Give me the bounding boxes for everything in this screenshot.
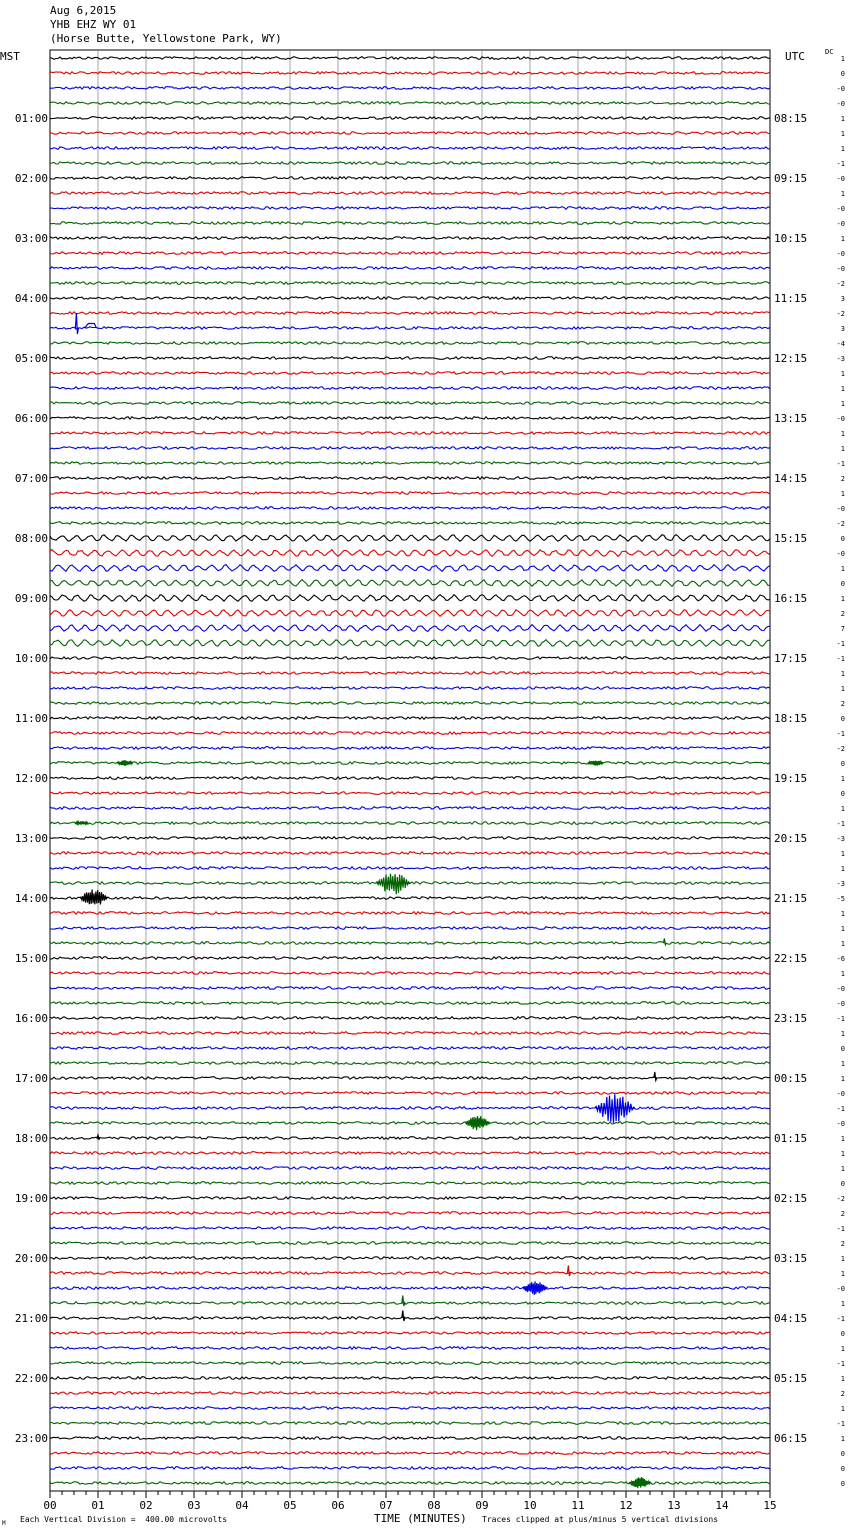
corner-mark: M <box>2 1520 6 1527</box>
dc-offset-value: -0 <box>836 205 845 213</box>
utc-hour-label: 02:15 <box>774 1192 808 1205</box>
mst-hour-label: 11:00 <box>14 712 48 725</box>
dc-offset-value: 1 <box>840 445 845 453</box>
trace-row <box>50 1392 770 1395</box>
trace-row <box>50 1182 770 1185</box>
dc-offset-value: 2 <box>840 475 845 483</box>
mst-hour-label: 05:00 <box>14 352 48 365</box>
dc-offset-value: 1 <box>840 1435 845 1443</box>
utc-hour-label: 20:15 <box>774 832 808 845</box>
dc-offset-value: 1 <box>840 1135 845 1143</box>
utc-hour-label: 03:15 <box>774 1252 808 1265</box>
trace-row <box>50 1467 770 1470</box>
trace-row <box>50 192 770 195</box>
dc-offset-value: -2 <box>836 280 845 288</box>
seismic-event <box>629 1477 651 1488</box>
trace-row <box>50 717 770 720</box>
dc-offset-value: -1 <box>836 1015 845 1023</box>
dc-offset-value: 1 <box>840 1060 845 1068</box>
plot-date: Aug 6,2015 <box>50 4 117 17</box>
trace-row <box>50 1362 770 1365</box>
trace-row <box>50 987 770 990</box>
utc-hour-label: 08:15 <box>774 112 808 125</box>
trace-row <box>50 1317 770 1320</box>
trace-row <box>50 822 770 825</box>
trace-row <box>50 912 770 915</box>
dc-offset-value: 1 <box>840 130 845 138</box>
scale-note: Each Vertical Division = 400.00 microvolts <box>20 1515 228 1524</box>
dc-offset-value: 0 <box>840 70 845 78</box>
dc-offset-value: 1 <box>840 1075 845 1083</box>
mst-hour-label: 08:00 <box>14 532 48 545</box>
dc-offset-value: -6 <box>836 955 845 963</box>
dc-offset-value: -0 <box>836 1285 845 1293</box>
trace-row <box>50 1152 770 1155</box>
dc-offset-value: -0 <box>836 415 845 423</box>
mst-hour-label: 04:00 <box>14 292 48 305</box>
dc-offset-value: 1 <box>840 1405 845 1413</box>
trace-row <box>50 972 770 975</box>
trace-row <box>50 1077 770 1080</box>
utc-hour-label: 10:15 <box>774 232 808 245</box>
utc-hour-label: 12:15 <box>774 352 808 365</box>
left-timezone-label: MST <box>0 50 20 63</box>
mst-hour-label: 06:00 <box>14 412 48 425</box>
mst-hour-label: 09:00 <box>14 592 48 605</box>
trace-row <box>50 1482 770 1485</box>
seismic-event <box>588 761 604 766</box>
trace-row <box>50 102 770 105</box>
trace-row <box>50 72 770 75</box>
dc-offset-value: -1 <box>836 1420 845 1428</box>
x-tick-label: 08 <box>427 1499 441 1512</box>
x-tick-label: 14 <box>715 1499 729 1512</box>
trace-row <box>50 1377 770 1380</box>
clip-note: Traces clipped at plus/minus 5 vertical divisions <box>482 1515 719 1524</box>
trace-row <box>50 492 770 495</box>
trace-row <box>50 57 770 60</box>
mst-hour-label: 03:00 <box>14 232 48 245</box>
trace-row <box>50 267 770 270</box>
dc-offset-value: -0 <box>836 220 845 228</box>
dc-offset-value: -5 <box>836 895 845 903</box>
dc-offset-value: 1 <box>840 1345 845 1353</box>
dc-offset-value: -2 <box>836 310 845 318</box>
utc-hour-label: 21:15 <box>774 892 808 905</box>
trace-row <box>50 447 770 450</box>
trace-row <box>50 222 770 225</box>
trace-row <box>50 1422 770 1425</box>
dc-offset-value: 1 <box>840 430 845 438</box>
dc-offset-value: -0 <box>836 1000 845 1008</box>
mst-hour-label: 14:00 <box>14 892 48 905</box>
utc-hour-label: 04:15 <box>774 1312 808 1325</box>
dc-offset-value: 2 <box>840 700 845 708</box>
mst-hour-label: 20:00 <box>14 1252 48 1265</box>
trace-row <box>50 595 770 602</box>
dc-offset-value: 0 <box>840 790 845 798</box>
trace-row <box>50 132 770 135</box>
trace-row <box>50 550 770 557</box>
trace-row <box>50 1017 770 1020</box>
trace-row <box>50 640 770 647</box>
trace-row <box>50 1062 770 1065</box>
seismic-event <box>523 1281 548 1295</box>
dc-offset-value: 0 <box>840 1045 845 1053</box>
station-location: (Horse Butte, Yellowstone Park, WY) <box>50 32 282 45</box>
dc-offset-value: -0 <box>836 85 845 93</box>
dc-offset-value: 1 <box>840 775 845 783</box>
trace-row <box>50 507 770 510</box>
dc-offset-value: 1 <box>840 910 845 918</box>
trace-row <box>50 807 770 810</box>
trace-row <box>50 1332 770 1335</box>
trace-row <box>50 1002 770 1005</box>
utc-hour-label: 23:15 <box>774 1012 808 1025</box>
dc-offset-value: -0 <box>836 250 845 258</box>
trace-layer <box>50 57 770 1485</box>
dc-offset-value: 1 <box>840 115 845 123</box>
station-id: YHB EHZ WY 01 <box>50 18 137 31</box>
trace-row <box>50 1032 770 1035</box>
dc-offset-value: 1 <box>840 235 845 243</box>
utc-hour-label: 15:15 <box>774 532 808 545</box>
dc-offset-value: 1 <box>840 490 845 498</box>
x-tick-label: 07 <box>379 1499 393 1512</box>
trace-row <box>50 147 770 150</box>
trace-row <box>50 252 770 255</box>
dc-offset-value: 0 <box>840 1465 845 1473</box>
dc-offset-value: -0 <box>836 175 845 183</box>
dc-offset-value: 1 <box>840 55 845 63</box>
dc-offset-value: -0 <box>836 550 845 558</box>
trace-row <box>50 1242 770 1245</box>
dc-offset-value: -1 <box>836 655 845 663</box>
trace-row <box>50 1197 770 1200</box>
dc-offset-value: 1 <box>840 1165 845 1173</box>
utc-hour-label: 11:15 <box>774 292 808 305</box>
trace-row <box>50 117 770 120</box>
trace-row <box>50 372 770 375</box>
utc-hour-label: 06:15 <box>774 1432 808 1445</box>
utc-hour-label: 19:15 <box>774 772 808 785</box>
dc-offset-value: -1 <box>836 730 845 738</box>
x-tick-label: 09 <box>475 1499 489 1512</box>
trace-row <box>50 1212 770 1215</box>
seismic-event <box>117 760 133 766</box>
trace-row <box>50 657 770 660</box>
dc-offset-value: 2 <box>840 1390 845 1398</box>
trace-row <box>50 327 770 330</box>
x-tick-label: 13 <box>667 1499 681 1512</box>
mst-hour-label: 17:00 <box>14 1072 48 1085</box>
trace-row <box>50 342 770 345</box>
trace-row <box>50 237 770 240</box>
utc-hour-label: 09:15 <box>774 172 808 185</box>
trace-row <box>50 417 770 420</box>
dc-offset-value: 1 <box>840 370 845 378</box>
dc-offset-value: -0 <box>836 1120 845 1128</box>
x-tick-label: 15 <box>763 1499 777 1512</box>
trace-row <box>50 882 770 885</box>
mst-hour-label: 12:00 <box>14 772 48 785</box>
trace-row <box>50 732 770 735</box>
dc-offset-value: -1 <box>836 640 845 648</box>
trace-row <box>50 1167 770 1170</box>
event-layer <box>75 313 667 1488</box>
dc-offset-value: 2 <box>840 1240 845 1248</box>
seismic-event <box>654 1072 657 1080</box>
trace-row <box>50 87 770 90</box>
dc-offset-value: 1 <box>840 685 845 693</box>
mst-hour-label: 01:00 <box>14 112 48 125</box>
dc-offset-value: 1 <box>840 925 845 933</box>
trace-row <box>50 747 770 750</box>
trace-row <box>50 762 770 765</box>
x-tick-label: 10 <box>523 1499 537 1512</box>
trace-row <box>50 477 770 480</box>
dc-offset-value: 0 <box>840 580 845 588</box>
utc-hour-label: 16:15 <box>774 592 808 605</box>
mst-hour-label: 18:00 <box>14 1132 48 1145</box>
dc-offset-value: 2 <box>840 610 845 618</box>
dc-offset-value: -3 <box>836 880 845 888</box>
seismic-event <box>80 890 108 905</box>
trace-row <box>50 357 770 360</box>
dc-offset-value: 1 <box>840 400 845 408</box>
trace-row <box>50 312 770 315</box>
trace-row <box>50 1047 770 1050</box>
trace-row <box>50 1107 770 1110</box>
trace-row <box>50 402 770 405</box>
dc-offset-value: 1 <box>840 1255 845 1263</box>
x-tick-label: 06 <box>331 1499 345 1512</box>
trace-row <box>50 535 770 542</box>
dc-offset-value: 1 <box>840 1300 845 1308</box>
trace-row <box>50 580 770 587</box>
trace-row <box>50 897 770 900</box>
mst-hour-label: 22:00 <box>14 1372 48 1385</box>
dc-offset-value: -2 <box>836 1195 845 1203</box>
utc-hour-label: 05:15 <box>774 1372 808 1385</box>
dc-offset-value: 1 <box>840 1150 845 1158</box>
trace-row <box>50 162 770 165</box>
utc-hour-label: 18:15 <box>774 712 808 725</box>
trace-row <box>50 792 770 795</box>
dc-offset-value: 0 <box>840 760 845 768</box>
seismic-event <box>663 939 666 945</box>
mst-hour-label: 10:00 <box>14 652 48 665</box>
seismic-event <box>402 1311 405 1322</box>
trace-row <box>50 942 770 945</box>
dc-offset-value: -1 <box>836 1360 845 1368</box>
dc-offset-value: 0 <box>840 535 845 543</box>
dc-offset-value: 1 <box>840 940 845 948</box>
utc-hour-label: 14:15 <box>774 472 808 485</box>
x-tick-label: 05 <box>283 1499 297 1512</box>
dc-offset-value: -2 <box>836 745 845 753</box>
trace-row <box>50 687 770 690</box>
trace-row <box>50 282 770 285</box>
trace-row <box>50 1437 770 1440</box>
dc-offset-value: -0 <box>836 265 845 273</box>
dc-offset-value: 0 <box>840 1180 845 1188</box>
trace-row <box>50 1452 770 1455</box>
trace-row <box>50 837 770 840</box>
trace-row <box>50 1092 770 1095</box>
trace-row <box>50 927 770 930</box>
dc-offset-value: -0 <box>836 505 845 513</box>
dc-offset-value: 1 <box>840 865 845 873</box>
trace-row <box>50 610 770 617</box>
dc-offset-value: -1 <box>836 1315 845 1323</box>
dc-offset-value: -3 <box>836 355 845 363</box>
trace-row <box>50 852 770 855</box>
dc-offset-value: 7 <box>840 625 845 633</box>
dc-offset-value: 1 <box>840 1030 845 1038</box>
trace-row <box>50 207 770 210</box>
dc-offset-value: 0 <box>840 1450 845 1458</box>
mst-hour-label: 21:00 <box>14 1312 48 1325</box>
trace-row <box>50 387 770 390</box>
dc-offset-value: -1 <box>836 1225 845 1233</box>
dc-offset-value: -4 <box>836 340 845 348</box>
dc-offset-value: -0 <box>836 100 845 108</box>
dc-offset-value: 1 <box>840 970 845 978</box>
seismic-event <box>376 874 410 895</box>
trace-row <box>50 777 770 780</box>
x-tick-label: 12 <box>619 1499 633 1512</box>
mst-hour-label: 15:00 <box>14 952 48 965</box>
x-tick-label: 00 <box>43 1499 57 1512</box>
mst-hour-label: 07:00 <box>14 472 48 485</box>
utc-hour-label: 17:15 <box>774 652 808 665</box>
trace-row <box>50 432 770 435</box>
dc-offset-value: 3 <box>840 325 845 333</box>
x-tick-label: 01 <box>91 1499 105 1512</box>
seismic-event <box>465 1116 490 1130</box>
dc-offset-value: 0 <box>840 1480 845 1488</box>
trace-row <box>50 1272 770 1275</box>
dc-offset-value: 0 <box>840 1330 845 1338</box>
dc-offset-value: 1 <box>840 850 845 858</box>
trace-row <box>50 1302 770 1305</box>
dc-offset-value: -0 <box>836 985 845 993</box>
x-tick-label: 03 <box>187 1499 201 1512</box>
trace-row <box>50 702 770 705</box>
dc-offset-value: 1 <box>840 190 845 198</box>
dc-offset-value: 1 <box>840 565 845 573</box>
trace-row <box>50 297 770 300</box>
trace-row <box>50 957 770 960</box>
dc-offset-value: 2 <box>840 1210 845 1218</box>
dc-offset-value: 1 <box>840 1270 845 1278</box>
trace-row <box>50 1257 770 1260</box>
dc-offset-value: 1 <box>840 805 845 813</box>
mst-hour-label: 02:00 <box>14 172 48 185</box>
seismic-event <box>75 821 89 824</box>
dc-offset-value: -1 <box>836 160 845 168</box>
dc-offset-value: 0 <box>840 715 845 723</box>
trace-row <box>50 565 770 572</box>
utc-hour-label: 00:15 <box>774 1072 808 1085</box>
trace-row <box>50 1407 770 1410</box>
dc-offset-value: 1 <box>840 1375 845 1383</box>
mst-hour-label: 16:00 <box>14 1012 48 1025</box>
trace-row <box>50 1347 770 1350</box>
seismic-event <box>402 1296 405 1307</box>
trace-row <box>50 462 770 465</box>
right-timezone-label: UTC <box>785 50 805 63</box>
dc-offset-value: -0 <box>836 1090 845 1098</box>
seismic-event <box>75 313 78 334</box>
trace-row <box>50 1137 770 1140</box>
trace-row <box>50 625 770 632</box>
dc-offset-value: 1 <box>840 595 845 603</box>
x-tick-label: 11 <box>571 1499 585 1512</box>
x-tick-label: 04 <box>235 1499 249 1512</box>
trace-row <box>50 1227 770 1230</box>
dc-offset-value: -2 <box>836 520 845 528</box>
dc-offset-value: 3 <box>840 295 845 303</box>
label-layer <box>15 55 845 1512</box>
dc-offset-value: 1 <box>840 145 845 153</box>
dc-offset-value: -1 <box>836 1105 845 1113</box>
utc-hour-label: 01:15 <box>774 1132 808 1145</box>
mst-hour-label: 19:00 <box>14 1192 48 1205</box>
mst-hour-label: 23:00 <box>14 1432 48 1445</box>
mst-hour-label: 13:00 <box>14 832 48 845</box>
seismic-event <box>567 1266 570 1277</box>
dc-offset-value: -3 <box>836 835 845 843</box>
dc-offset-header: DC <box>825 48 834 56</box>
dc-offset-value: -1 <box>836 820 845 828</box>
trace-row <box>50 177 770 180</box>
utc-hour-label: 22:15 <box>774 952 808 965</box>
dc-offset-value: 1 <box>840 385 845 393</box>
trace-row <box>50 1287 770 1290</box>
trace-row <box>50 522 770 525</box>
trace-row <box>50 867 770 870</box>
trace-row <box>50 1122 770 1125</box>
utc-hour-label: 13:15 <box>774 412 808 425</box>
dc-offset-value: -1 <box>836 460 845 468</box>
dc-offset-value: 1 <box>840 670 845 678</box>
x-axis-title: TIME (MINUTES) <box>374 1512 467 1525</box>
trace-row <box>50 672 770 675</box>
x-tick-label: 02 <box>139 1499 153 1512</box>
